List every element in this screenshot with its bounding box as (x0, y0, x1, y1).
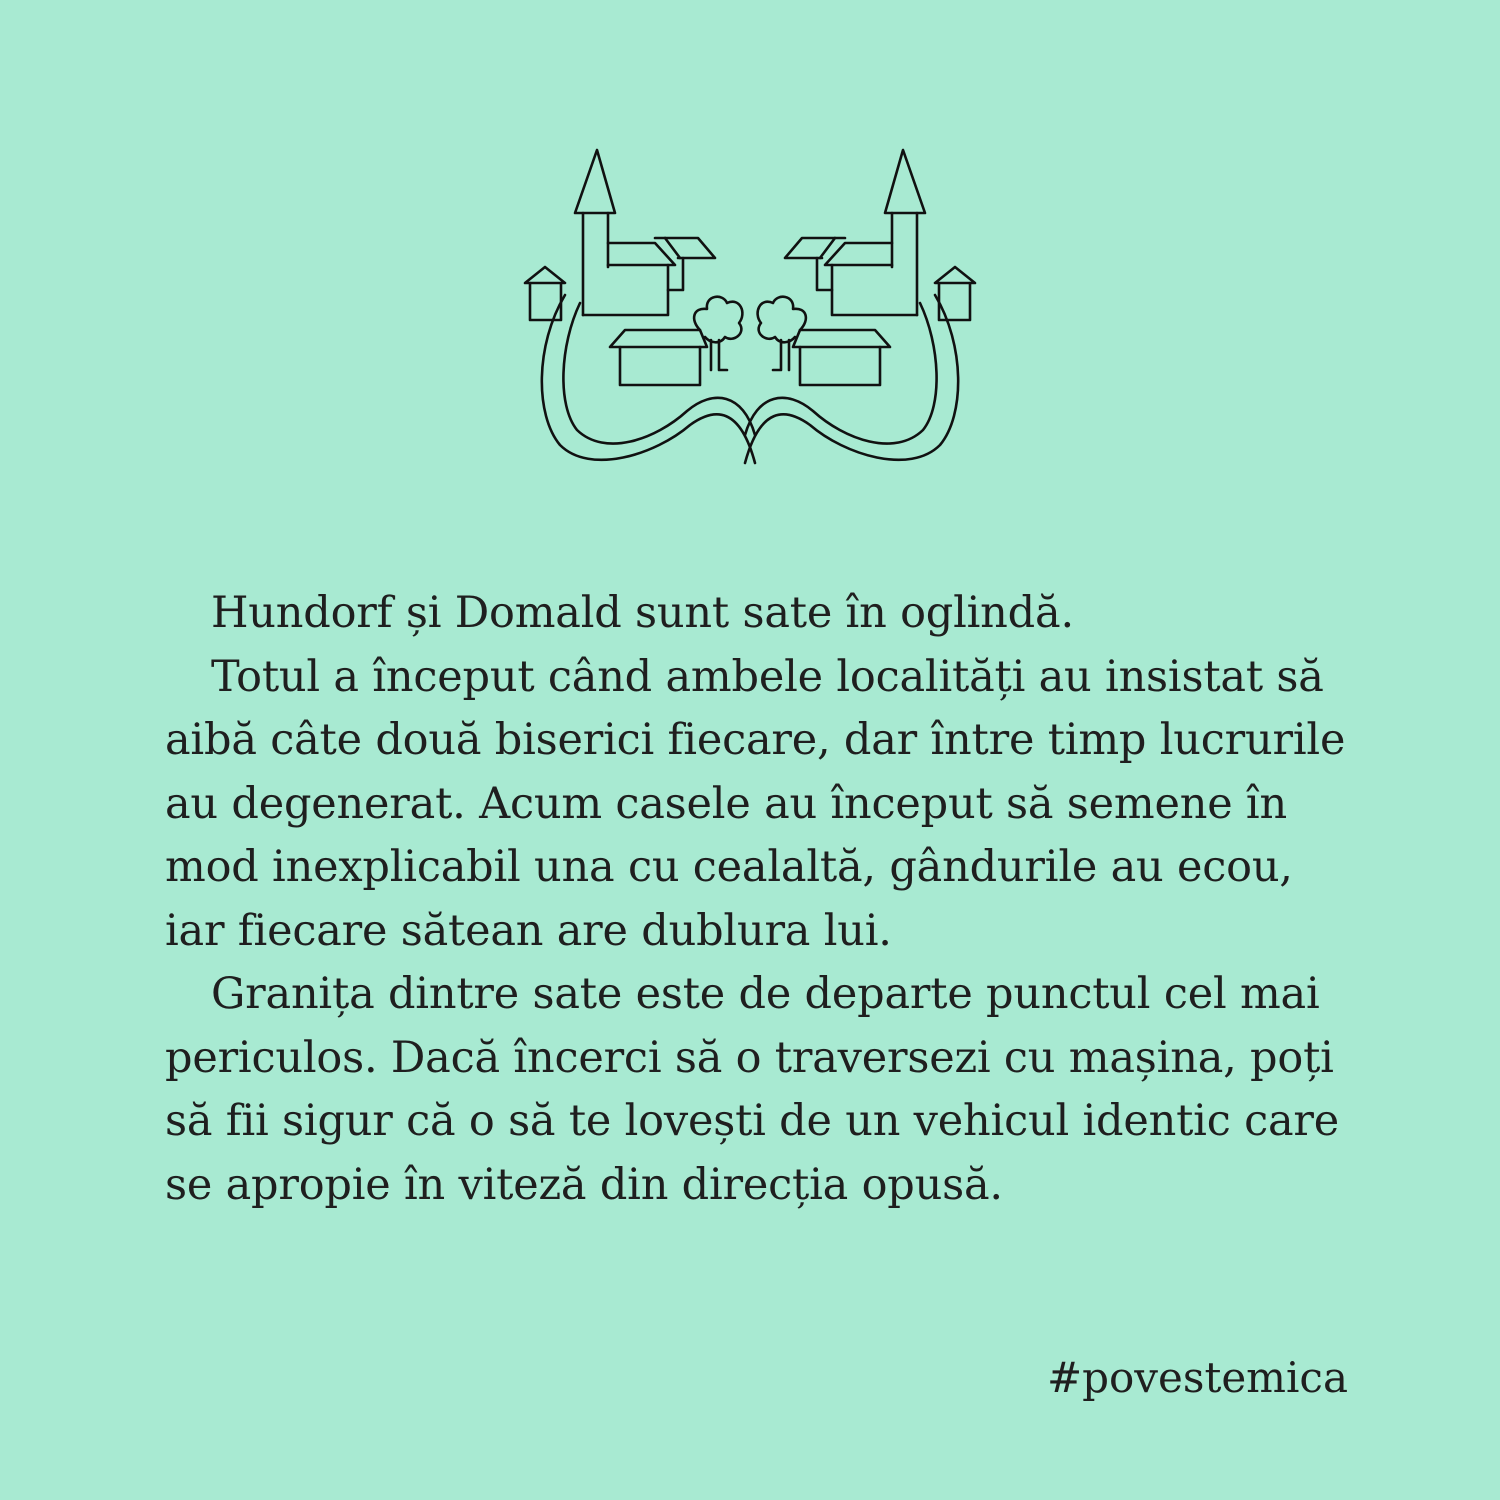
paragraph-border: Granița dintre sate este de departe punctul cel mai periculos. Dacă încerci să o traversezi cu mașina, poți să fii sigur că o să te lovești de un vehicul identic care se apropie în viteză din direcția opusă. (165, 969, 1339, 1210)
paragraph-origin: Totul a început când ambele localități au insistat să aibă câte două biserici fiecare, dar între timp lucrurile au degenerat. Acum casele au început să semene în mod inexplicabil una cu cealaltă, gândurile au ecou, iar fiecare sătean are dublura lui. (165, 651, 1346, 956)
paragraph-intro: Hundorf și Domald sunt sate în oglindă. (211, 588, 1074, 638)
mirror-villages-illustration (515, 145, 985, 475)
village-drawing-icon (515, 145, 985, 475)
story-text (165, 582, 1365, 1217)
hashtag: #povestemica (1046, 1353, 1348, 1402)
